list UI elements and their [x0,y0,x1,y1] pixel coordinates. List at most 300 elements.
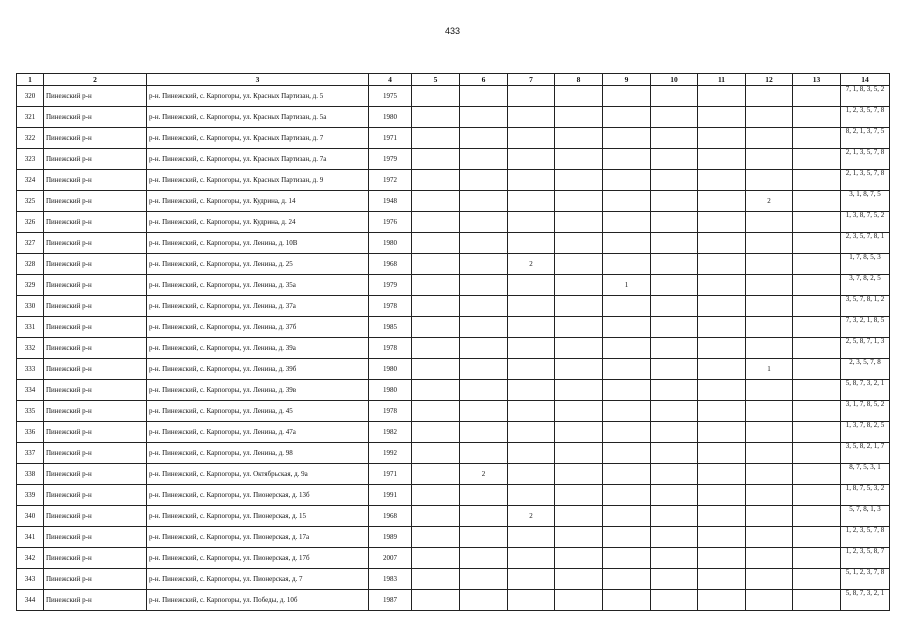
col10-cell [651,191,698,212]
address-cell: р-н. Пинежский, с. Карпогоры, ул. Ленина, д. 45 [147,401,369,422]
district-cell: Пинежский р-н [44,506,147,527]
col13-cell [793,338,841,359]
row-number: 332 [17,338,44,359]
col10-cell [651,359,698,380]
col14-cell: 3, 5, 8, 2, 1, 7 [841,443,890,464]
col5-cell [412,569,460,590]
col6-cell [460,212,508,233]
year-cell: 1982 [369,422,412,443]
col11-cell [698,86,746,107]
col5-cell [412,191,460,212]
year-cell: 1985 [369,317,412,338]
table-row [17,107,890,128]
col8-cell [555,338,603,359]
year-cell: 1979 [369,149,412,170]
col13-cell [793,590,841,611]
district-cell: Пинежский р-н [44,548,147,569]
col9-cell [603,506,651,527]
address-cell: р-н. Пинежский, с. Карпогоры, ул. Ленина, д. 37б [147,317,369,338]
district-cell: Пинежский р-н [44,359,147,380]
col8-cell [555,128,603,149]
col10-cell [651,443,698,464]
district-cell: Пинежский р-н [44,212,147,233]
col9-cell [603,296,651,317]
district-cell: Пинежский р-н [44,254,147,275]
col12-cell [746,107,793,128]
row-number: 338 [17,464,44,485]
address-cell: р-н. Пинежский, с. Карпогоры, ул. Ленина, д. 47а [147,422,369,443]
col5-cell [412,506,460,527]
col13-cell [793,527,841,548]
col8-cell [555,254,603,275]
col10-cell [651,317,698,338]
header-row [17,74,890,86]
district-cell: Пинежский р-н [44,149,147,170]
table-row [17,401,890,422]
row-number: 325 [17,191,44,212]
col7-cell [508,191,555,212]
column-header-9: 9 [603,74,651,86]
col5-cell [412,296,460,317]
column-header-13: 13 [793,74,841,86]
col6-cell [460,317,508,338]
col6-cell [460,128,508,149]
col7-cell [508,422,555,443]
col6-cell: 2 [460,464,508,485]
col9-cell [603,149,651,170]
row-number: 324 [17,170,44,191]
col8-cell [555,485,603,506]
col13-cell [793,317,841,338]
col5-cell [412,590,460,611]
col7-cell [508,212,555,233]
col7-cell [508,296,555,317]
row-number: 330 [17,296,44,317]
col7-cell: 2 [508,254,555,275]
col8-cell [555,275,603,296]
col11-cell [698,443,746,464]
col5-cell [412,401,460,422]
col14-cell: 2, 5, 8, 7, 1, 3 [841,338,890,359]
col12-cell [746,275,793,296]
year-cell: 1980 [369,380,412,401]
col12-cell [746,527,793,548]
year-cell: 1971 [369,128,412,149]
col5-cell [412,317,460,338]
col11-cell [698,233,746,254]
col9-cell [603,338,651,359]
address-cell: р-н. Пинежский, с. Карпогоры, ул. Пионерская, д. 17б [147,548,369,569]
col14-cell: 1, 3, 7, 8, 2, 5 [841,422,890,443]
row-number: 333 [17,359,44,380]
col8-cell [555,212,603,233]
col12-cell [746,443,793,464]
col12-cell [746,569,793,590]
col10-cell [651,254,698,275]
col6-cell [460,149,508,170]
table-row [17,590,890,611]
col10-cell [651,590,698,611]
year-cell: 1987 [369,590,412,611]
col6-cell [460,233,508,254]
col9-cell [603,401,651,422]
column-header-1: 1 [17,74,44,86]
col12-cell [746,548,793,569]
col13-cell [793,401,841,422]
col11-cell [698,422,746,443]
address-cell: р-н. Пинежский, с. Карпогоры, ул. Красных Партизан, д. 7а [147,149,369,170]
col5-cell [412,485,460,506]
table-row [17,443,890,464]
col10-cell [651,485,698,506]
address-cell: р-н. Пинежский, с. Карпогоры, ул. Ленина, д. 10В [147,233,369,254]
table-row [17,548,890,569]
col5-cell [412,359,460,380]
address-cell: р-н. Пинежский, с. Карпогоры, ул. Ленина, д. 35а [147,275,369,296]
col13-cell [793,149,841,170]
col11-cell [698,380,746,401]
district-cell: Пинежский р-н [44,170,147,191]
col5-cell [412,275,460,296]
col14-cell: 5, 7, 8, 1, 3 [841,506,890,527]
col12-cell [746,506,793,527]
col14-cell: 1, 2, 3, 5, 8, 7 [841,548,890,569]
col7-cell [508,317,555,338]
district-cell: Пинежский р-н [44,569,147,590]
table-row [17,380,890,401]
row-number: 329 [17,275,44,296]
col9-cell [603,233,651,254]
col7-cell [508,107,555,128]
col13-cell [793,548,841,569]
col6-cell [460,590,508,611]
district-cell: Пинежский р-н [44,485,147,506]
district-cell: Пинежский р-н [44,296,147,317]
col8-cell [555,86,603,107]
col12-cell [746,254,793,275]
col5-cell [412,107,460,128]
col9-cell [603,380,651,401]
col14-cell: 1, 3, 8, 7, 5, 2 [841,212,890,233]
col13-cell [793,107,841,128]
col14-cell: 3, 7, 8, 2, 5 [841,275,890,296]
column-header-3: 3 [147,74,369,86]
col8-cell [555,464,603,485]
district-cell: Пинежский р-н [44,422,147,443]
col13-cell [793,212,841,233]
year-cell: 1980 [369,359,412,380]
col10-cell [651,527,698,548]
year-cell: 1972 [369,170,412,191]
address-cell: р-н. Пинежский, с. Карпогоры, ул. Красных Партизан, д. 5а [147,107,369,128]
year-cell: 1979 [369,275,412,296]
col11-cell [698,191,746,212]
col12-cell [746,464,793,485]
col6-cell [460,422,508,443]
col8-cell [555,590,603,611]
col6-cell [460,296,508,317]
table-row [17,170,890,191]
col9-cell [603,128,651,149]
col13-cell [793,254,841,275]
col11-cell [698,149,746,170]
col5-cell [412,338,460,359]
table-row [17,422,890,443]
col11-cell [698,401,746,422]
col13-cell [793,233,841,254]
col6-cell [460,527,508,548]
row-number: 342 [17,548,44,569]
col6-cell [460,254,508,275]
col10-cell [651,401,698,422]
page-number: 433 [444,26,461,36]
row-number: 343 [17,569,44,590]
col8-cell [555,149,603,170]
row-number: 322 [17,128,44,149]
col10-cell [651,422,698,443]
col7-cell: 2 [508,506,555,527]
district-cell: Пинежский р-н [44,464,147,485]
col7-cell [508,275,555,296]
table-row [17,338,890,359]
col8-cell [555,422,603,443]
address-cell: р-н. Пинежский, с. Карпогоры, ул. Ленина, д. 39а [147,338,369,359]
col9-cell [603,254,651,275]
year-cell: 1978 [369,401,412,422]
col13-cell [793,443,841,464]
col9-cell [603,191,651,212]
col6-cell [460,485,508,506]
col11-cell [698,296,746,317]
year-cell: 1975 [369,86,412,107]
col9-cell [603,170,651,191]
year-cell: 1968 [369,506,412,527]
district-cell: Пинежский р-н [44,317,147,338]
column-header-8: 8 [555,74,603,86]
col10-cell [651,212,698,233]
col13-cell [793,359,841,380]
col12-cell [746,380,793,401]
col7-cell [508,338,555,359]
col11-cell [698,590,746,611]
district-cell: Пинежский р-н [44,191,147,212]
row-number: 334 [17,380,44,401]
column-header-4: 4 [369,74,412,86]
district-cell: Пинежский р-н [44,338,147,359]
col10-cell [651,548,698,569]
table-row [17,485,890,506]
col6-cell [460,86,508,107]
col8-cell [555,443,603,464]
col14-cell: 5, 1, 2, 3, 7, 8 [841,569,890,590]
col8-cell [555,296,603,317]
column-header-5: 5 [412,74,460,86]
col8-cell [555,191,603,212]
address-cell: р-н. Пинежский, с. Карпогоры, ул. Ленина, д. 98 [147,443,369,464]
table-row [17,128,890,149]
table-row [17,254,890,275]
district-cell: Пинежский р-н [44,527,147,548]
row-number: 326 [17,212,44,233]
col13-cell [793,485,841,506]
col8-cell [555,107,603,128]
col11-cell [698,170,746,191]
column-header-6: 6 [460,74,508,86]
col14-cell: 3, 1, 7, 8, 5, 2 [841,401,890,422]
col11-cell [698,359,746,380]
col14-cell: 7, 1, 8, 3, 5, 2 [841,86,890,107]
address-cell: р-н. Пинежский, с. Карпогоры, ул. Пионерская, д. 13б [147,485,369,506]
col10-cell [651,149,698,170]
col12-cell [746,590,793,611]
col6-cell [460,506,508,527]
row-number: 323 [17,149,44,170]
col13-cell [793,275,841,296]
col10-cell [651,506,698,527]
col10-cell [651,464,698,485]
year-cell: 1983 [369,569,412,590]
col10-cell [651,128,698,149]
col14-cell: 1, 8, 7, 5, 3, 2 [841,485,890,506]
col8-cell [555,359,603,380]
col11-cell [698,254,746,275]
col7-cell [508,590,555,611]
year-cell: 1976 [369,212,412,233]
col5-cell [412,527,460,548]
col12-cell [746,86,793,107]
col9-cell [603,548,651,569]
district-cell: Пинежский р-н [44,380,147,401]
address-cell: р-н. Пинежский, с. Карпогоры, ул. Красных Партизан, д. 9 [147,170,369,191]
year-cell: 1991 [369,485,412,506]
col12-cell [746,296,793,317]
col6-cell [460,191,508,212]
row-number: 327 [17,233,44,254]
address-cell: р-н. Пинежский, с. Карпогоры, ул. Ленина, д. 25 [147,254,369,275]
col7-cell [508,443,555,464]
table-row [17,233,890,254]
year-cell: 1978 [369,296,412,317]
address-cell: р-н. Пинежский, с. Карпогоры, ул. Ленина, д. 39б [147,359,369,380]
col12-cell: 1 [746,359,793,380]
table-row [17,527,890,548]
col6-cell [460,569,508,590]
col12-cell [746,317,793,338]
column-header-12: 12 [746,74,793,86]
col14-cell: 2, 3, 5, 7, 8, 1 [841,233,890,254]
column-header-2: 2 [44,74,147,86]
col9-cell [603,317,651,338]
address-cell: р-н. Пинежский, с. Карпогоры, ул. Ленина, д. 39в [147,380,369,401]
col9-cell [603,86,651,107]
table-row [17,317,890,338]
col11-cell [698,485,746,506]
address-cell: р-н. Пинежский, с. Карпогоры, ул. Ленина, д. 37а [147,296,369,317]
col13-cell [793,191,841,212]
column-header-11: 11 [698,74,746,86]
col11-cell [698,275,746,296]
col10-cell [651,569,698,590]
col10-cell [651,275,698,296]
district-cell: Пинежский р-н [44,401,147,422]
col14-cell: 2, 1, 3, 5, 7, 8 [841,170,890,191]
address-cell: р-н. Пинежский, с. Карпогоры, ул. Пионерская, д. 17а [147,527,369,548]
col8-cell [555,170,603,191]
col5-cell [412,170,460,191]
col10-cell [651,86,698,107]
col7-cell [508,548,555,569]
col6-cell [460,401,508,422]
table-row [17,275,890,296]
col8-cell [555,233,603,254]
col6-cell [460,170,508,191]
col7-cell [508,401,555,422]
col9-cell [603,359,651,380]
address-cell: р-н. Пинежский, с. Карпогоры, ул. Красных Партизан, д. 5 [147,86,369,107]
district-cell: Пинежский р-н [44,275,147,296]
col9-cell [603,107,651,128]
year-cell: 1948 [369,191,412,212]
address-cell: р-н. Пинежский, с. Карпогоры, ул. Кудрина, д. 14 [147,191,369,212]
col8-cell [555,527,603,548]
year-cell: 1968 [369,254,412,275]
col8-cell [555,380,603,401]
col9-cell [603,464,651,485]
address-cell: р-н. Пинежский, с. Карпогоры, ул. Красных Партизан, д. 7 [147,128,369,149]
row-number: 321 [17,107,44,128]
col8-cell [555,548,603,569]
col6-cell [460,548,508,569]
col11-cell [698,338,746,359]
col10-cell [651,233,698,254]
col9-cell: 1 [603,275,651,296]
col5-cell [412,86,460,107]
col14-cell: 3, 5, 7, 8, 1, 2 [841,296,890,317]
column-header-10: 10 [651,74,698,86]
year-cell: 1980 [369,107,412,128]
col14-cell: 8, 2, 1, 3, 7, 5 [841,128,890,149]
col10-cell [651,170,698,191]
row-number: 341 [17,527,44,548]
col5-cell [412,380,460,401]
col7-cell [508,149,555,170]
col8-cell [555,401,603,422]
col14-cell: 5, 8, 7, 3, 2, 1 [841,380,890,401]
col7-cell [508,359,555,380]
col12-cell [746,338,793,359]
col6-cell [460,107,508,128]
column-header-14: 14 [841,74,890,86]
col9-cell [603,485,651,506]
district-cell: Пинежский р-н [44,107,147,128]
col11-cell [698,212,746,233]
col14-cell: 2, 3, 5, 7, 8 [841,359,890,380]
col5-cell [412,149,460,170]
year-cell: 1971 [369,464,412,485]
col10-cell [651,380,698,401]
col13-cell [793,86,841,107]
col11-cell [698,128,746,149]
col13-cell [793,128,841,149]
col7-cell [508,380,555,401]
col5-cell [412,548,460,569]
col10-cell [651,296,698,317]
table-row [17,296,890,317]
col12-cell [746,128,793,149]
district-cell: Пинежский р-н [44,233,147,254]
col5-cell [412,422,460,443]
col14-cell: 1, 2, 3, 5, 7, 8 [841,527,890,548]
